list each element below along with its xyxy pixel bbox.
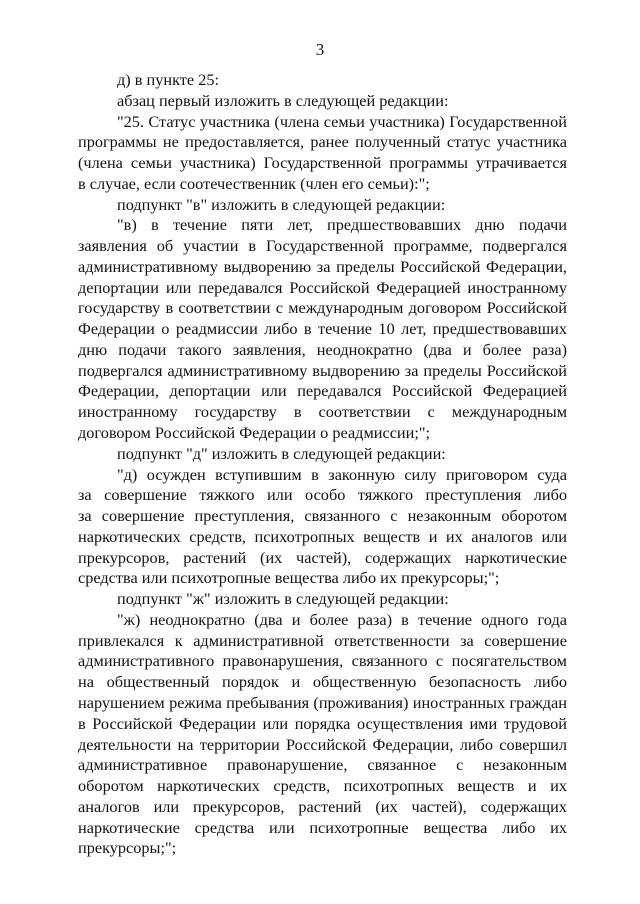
text-line: привлекался к административной ответственности за совершение <box>78 630 567 650</box>
page-number: 3 <box>315 40 325 59</box>
text-line: дню подачи такого заявления, неоднократно (два и более раза) <box>78 339 567 359</box>
text-line: подпункт "в" изложить в следующей редакции: <box>117 194 446 214</box>
text-line: абзац первый изложить в следующей редакции: <box>117 90 449 110</box>
text-line: наркотических средств, психотропных веществ и их аналогов или <box>78 526 567 546</box>
text-line: наркотические средства или психотропные вещества либо их <box>78 817 567 837</box>
text-line: деятельности на территории Российской Федерации, либо совершил <box>78 734 567 754</box>
text-line: "25. Статус участника (члена семьи участника) Государственной <box>117 111 567 131</box>
text-line: государству в соответствии с международным договором Российской <box>78 298 567 318</box>
text-line: прекурсоров, растений (их частей), содержащих наркотические <box>78 547 567 567</box>
text-line: в Российской Федерации или порядка осуществления ими трудовой <box>78 713 567 733</box>
text-line: за совершение тяжкого или особо тяжкого преступления либо <box>78 485 567 505</box>
text-line: прекурсоры;"; <box>78 838 177 858</box>
text-line: "д) осужден вступившим в законную силу приговором суда <box>117 464 567 484</box>
text-line: нарушением режима пребывания (проживания) иностранных граждан <box>78 692 567 712</box>
text-line: "в) в течение пяти лет, предшествовавших дню подачи <box>117 215 567 235</box>
text-line: "ж) неоднократно (два и более раза) в течение одного года <box>117 609 567 629</box>
text-line: оборотом наркотических средств, психотропных веществ и их <box>78 776 567 796</box>
text-line: административному выдворению за пределы Российской Федерации, <box>78 256 567 276</box>
document-body <box>78 70 567 859</box>
text-line: на общественный порядок и общественную безопасность либо <box>78 672 567 692</box>
text-line: средства или психотропные вещества либо их прекурсоры;"; <box>78 568 500 588</box>
text-line: д) в пункте 25: <box>117 70 220 89</box>
text-line: иностранному государству в соответствии с международным <box>78 402 567 422</box>
text-line: программы не предоставляется, ранее полученный статус участника <box>78 132 567 152</box>
text-line: подпункт "д" изложить в следующей редакции: <box>117 443 446 463</box>
text-line: административное правонарушение, связанное с незаконным <box>78 755 567 775</box>
text-line: подвергался административному выдворению за пределы Российской <box>78 360 567 380</box>
text-line: (члена семьи участника) Государственной программы утрачивается <box>78 153 567 173</box>
text-line: заявления об участии в Государственной программе, подвергался <box>78 236 567 256</box>
text-line: подпункт "ж" изложить в следующей редакции: <box>117 589 449 609</box>
text-line: административного правонарушения, связанного с посягательством <box>78 651 567 671</box>
text-line: договором Российской Федерации о реадмиссии;"; <box>78 423 431 443</box>
text-line: в случае, если соотечественник (член его семьи):"; <box>78 173 430 193</box>
text-line: за совершение преступления, связанного с незаконным оборотом <box>78 506 567 526</box>
text-line: Федерации о реадмиссии либо в течение 10 лет, предшествовавших <box>78 319 567 339</box>
text-line: аналогов или прекурсоров, растений (их частей), содержащих <box>78 796 567 816</box>
text-line: Федерации, депортации или передавался Российской Федерацией <box>78 381 567 401</box>
text-line: депортации или передавался Российской Федерацией иностранному <box>78 277 567 297</box>
